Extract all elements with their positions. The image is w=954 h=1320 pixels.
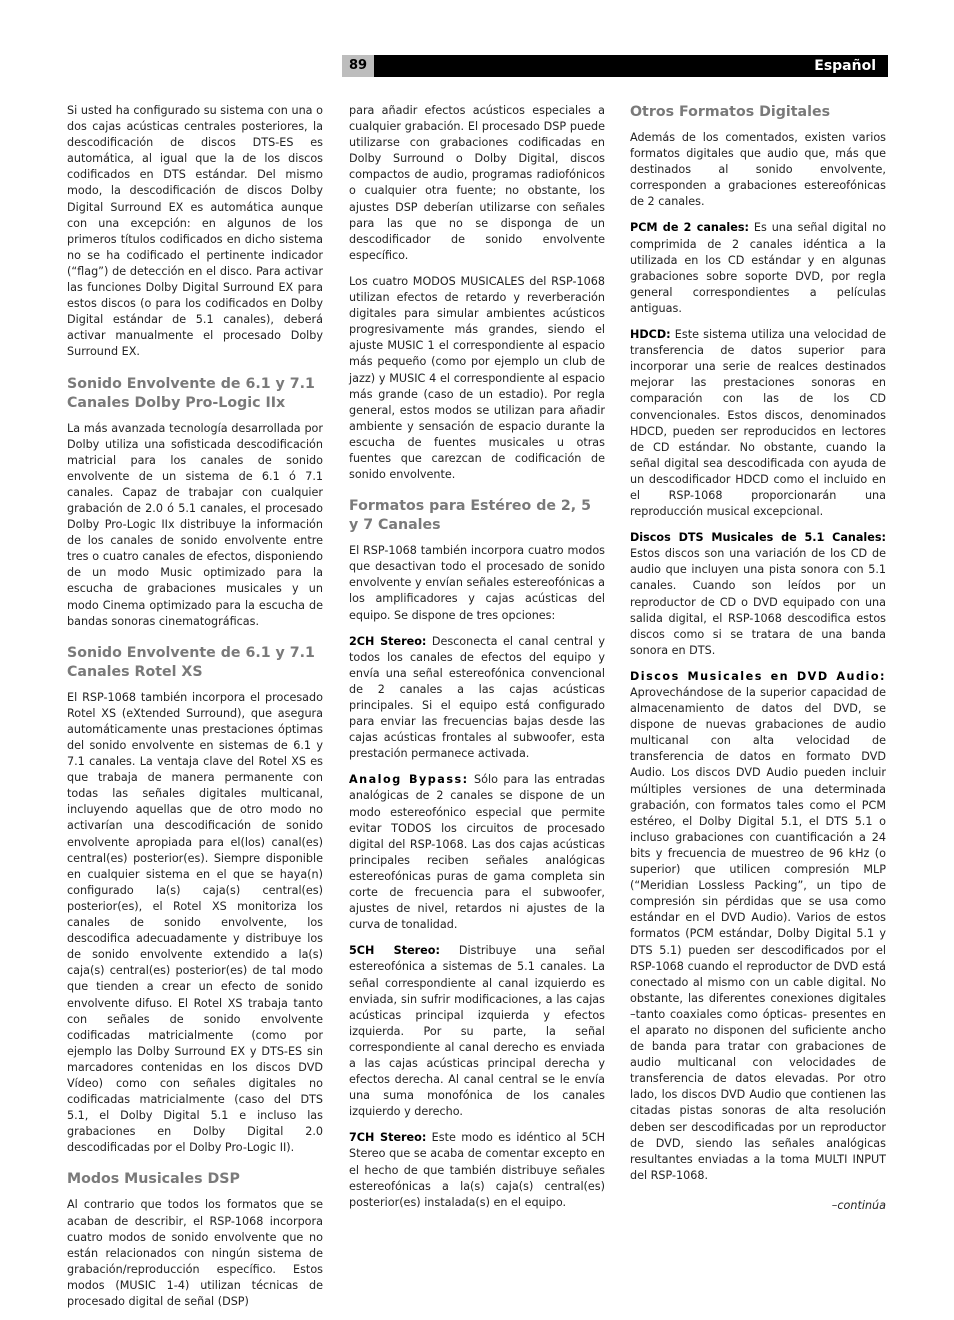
term-text: Es una señal digital no comprimida de 2 canales idéntica a la utilizada en los CD estándar y en algunas grabaciones sobre soporte DVD, por regla general correspondientes a películas antiguas. bbox=[630, 221, 887, 315]
paragraph: Al contrario que todos los formatos que se acaban de describir, el RSP-1068 incorpora cuatro modos de sonido envolvente que no están relacionados con ningún sistema de grabación/reproducción específico. Estos modos (MUSIC 1-4) utilizan técnicas de procesado digital de señal (DSP) bbox=[67, 1198, 323, 1308]
paragraph: para añadir efectos acústicos especiales a cualquier grabación. El procesado DSP puede utilizarse con grabaciones codificadas en Dolby Surround o Dolby Digital, discos compactos de audio, programas radiofónicos o cualquier otra fuente; no obstante, los ajustes DSP deberían utilizarse con señales para las que no se disponga de un descodificador de sonido envolvente específico. bbox=[349, 104, 605, 262]
term-label: 7CH Stereo: bbox=[349, 1131, 427, 1145]
section-heading: Otros Formatos Digitales bbox=[630, 104, 831, 120]
column-2 bbox=[349, 103, 605, 1221]
paragraph bbox=[630, 530, 886, 659]
paragraph bbox=[349, 772, 605, 933]
term-text: Distribuye una señal estereofónica a sistemas de 5.1 canales. La señal correspondiente al canal izquierdo es enviada, sin sufrir modificaciones, a las cajas acústicas principal izquierda y efectos izquierda. Por su parte, la señal correspondiente al canal derecho es enviada a las cajas acústicas principal derecha y efectos derecha. Al canal central se le envía una suma monofónica de los canales izquierdo y derecho. bbox=[349, 944, 605, 1119]
language-label: Español bbox=[814, 58, 876, 74]
section-heading: Formatos para Estéreo de 2, 5 y 7 Canales bbox=[349, 498, 592, 534]
paragraph: Si usted ha configurado su sistema con una o dos cajas acústicas centrales posteriores, la descodificación de discos DTS-ES es automática, al igual que la de los discos codificados en DTS estándar. Del mismo modo, la descodificación de discos Dolby Digital Surround EX es automática aunque con una excepción: en algunos de los primeros títulos codificados en dicho sistema no se ha codificado el pertinente indicador (“flag”) de detección en el disco. Para activar las funciones Dolby Digital Surround EX para estos discos (o para los codificados en Dolby Digital estándar de 5.1 canales), deberá activar manualmente el procesado Dolby Surround EX. bbox=[67, 104, 323, 359]
term-label: HDCD: bbox=[630, 328, 671, 342]
term-text: Aprovechándose de la superior capacidad de almacenamiento de datos del DVD, se dispone de nuevas grabaciones de audio multicanal con alta velocidad de transferencia de datos en formato DVD Audio. Los discos DVD Audio pueden incluir múltiples versiones de una determinada grabación, con formatos tales como el PCM estéreo, el Dolby Digital 5.1, el DTS 5.1 o incluso grabaciones con cuantificación a 24 bits y frecuencia de muestreo de 96 kHz (o superior) que utilicen compresión MLP (“Meridian Lossless Packing”, un tipo de compresión sin pérdidas que se usa como estándar en el DVD Audio). Varios de estos formatos (PCM estándar, Dolby Digital 5.1 y DTS 5.1) pueden ser descodificados por el RSP-1068 cuando el reproductor de DVD está conectado al mismo con un cable digital. No obstante, las diferentes conexiones digitales –tanto coaxiales como ópticas- presentes en el aparato no disponen del suficiente ancho de banda para tratar con grabaciones de audio multicanal con velocidades de transferencia de datos elevadas. Por otro lado, los discos DVD Audio que contienen las citadas pistas sonoras de alta resolución deben ser descodificadas por un reproductor de DVD, siendo las señales analógicas resultantes enviadas a la toma MULTI INPUT del RSP-1068. bbox=[630, 686, 886, 1182]
page-number: 89 bbox=[342, 55, 374, 77]
paragraph: El RSP-1068 también incorpora el procesado Rotel XS (eXtended Surround), que asegura automáticamente unas prestaciones óptimas del sonido envolvente en sistemas de 6.1 y 7.1 canales. La ventaja clave del Rotel XS es que trabaja de manera permanente con todas las señales digitales multicanal, incluyendo aquellas que de otro modo no activarían una descodificación de sonido envolvente apropiada para el(los) canal(es) central(es) posterior(es). Siempre disponible en cualquier sistema en el que se haya(n) configurado la(s) caja(s) central(es) posterior(es), el Rotel XS monitoriza los canales de sonido envolvente, los descodifica adecuadamente y distribuye los de sonido envolvente extendido a la(s) caja(s) central(es) posterior(es) de tal modo que tienden a crear un efecto de sonido envolvente difuso. El Rotel XS trabaja tanto con señales de sonido envolvente codificadas matricialmente (como por ejemplo las Dolby Surround EX y DTS-ES sin marcadores contenidas en los discos DVD Vídeo) como con señales digitales no codificadas matricialmente (caso del DTS 5.1, el Dolby Digital 5.1 e incluso las grabaciones en Dolby Digital 2.0 descodificadas por el Dolby Pro-Logic II). bbox=[67, 690, 323, 1155]
paragraph: El RSP-1068 también incorpora cuatro modos que desactivan todo el procesado de sonido envolvente y envían señales estereofónicas a los amplificadores y cajas acústicas del equipo. Se dispone de tres opciones: bbox=[349, 544, 605, 622]
paragraph: Los cuatro MODOS MUSICALES del RSP-1068 utilizan efectos de retardo y reverberación digitales para simular ambientes acústicos progresivamente más grandes, siendo el ajuste MUSIC 1 el correspondiente al espacio más pequeño (como por ejemplo un club de jazz) y MUSIC 4 el correspondiente al espacio más grande (caso de un estadio). Por regla general, estos modos se utilizan para añadir ambiente y sensación de espacio durante la escucha de fuentes musicales u otras fuentes que carezcan de codificación de sonido envolvente. bbox=[349, 274, 605, 482]
term-label: Discos Musicales en DVD Audio: bbox=[630, 669, 886, 683]
section-heading: Modos Musicales DSP bbox=[67, 1171, 240, 1188]
term-label: 2CH Stereo: bbox=[349, 634, 427, 648]
term-text: Estos discos son una variación de los CD de audio que incluyen una pista sonora con 5.1 canales. Cuando son leídos por un reproductor de CD o DVD equipado con una salida digital, el RSP-1068 descodifica estos discos como si se tratara de una banda sonora en DTS. bbox=[630, 547, 886, 657]
paragraph bbox=[630, 669, 886, 1184]
paragraph bbox=[349, 943, 605, 1120]
paragraph bbox=[630, 220, 886, 317]
term-label: Analog Bypass: bbox=[349, 773, 469, 787]
continued-note: –continúa bbox=[831, 1198, 886, 1212]
section-heading: Sonido Envolvente de 6.1 y 7.1 Canales Rotel XS bbox=[67, 644, 315, 680]
term-text: Sólo para las entradas analógicas de 2 canales se dispone de un modo estereofónico especial que permite evitar TODOS los circuitos de procesado digital del RSP-1068. Las dos cajas acústicas principales reciben señales analógicas estereofónicas puras de gama completa sin corte de frecuencia para el subwoofer, ajustes de nivel, retardos ni ajustes de la curva de tonalidad. bbox=[349, 773, 605, 932]
column-1 bbox=[67, 103, 323, 1320]
term-text: Este sistema utiliza una velocidad de transferencia de datos superior para incorporar una serie de realces destinados mejorar las prestaciones sonoras en comparación con las de los CD convencionales. Estos discos, denominados HDCD, pueden ser reproducidos en lectores de CD estándar. No obstante, cuando la señal digital sea descodificada con ayuda de un descodificador HDCD como el incluido en el RSP-1068 proporcionarán una reproducción musical excepcional. bbox=[630, 328, 886, 519]
term-text: Este modo es idéntico al 5CH Stereo que se acaba de comentar excepto en el hecho de que también distribuye señales estereofónicas a la(s) caja(s) central(es) posterior(es) instalada(s) en el equipo. bbox=[349, 1131, 605, 1209]
term-label: 5CH Stereo: bbox=[349, 944, 440, 958]
term-label: PCM de 2 canales: bbox=[630, 221, 749, 235]
paragraph bbox=[349, 634, 605, 763]
column-3 bbox=[630, 103, 886, 1224]
term-text: Desconecta el canal central y todos los canales de efectos del equipo y envía una señal estereofónica convencional de 2 canales a las cajas acústicas principales. Si el equipo está configurado para enviar las frecuencias bajas desde las cajas acústicas frontales al subwoofer, esta prestación permanece activada. bbox=[349, 634, 605, 761]
section-heading: Sonido Envolvente de 6.1 y 7.1 Canales Dolby Pro-Logic IIx bbox=[67, 375, 315, 411]
paragraph: La más avanzada tecnología desarrollada por Dolby utiliza una sofisticada descodificación matricial para los canales de sonido envolvente de un sistema de 6.1 ó 7.1 canales. Capaz de trabajar con cualquier grabación de 2.0 ó 5.1 canales, el procesado Dolby Pro-Logic IIx distribuye la información de los canales de sonido envolvente entre tres o cuatro canales de efectos, disponiendo de un modo Music optimizado para la escucha de grabaciones musicales y un modo Cinema optimizado para la escucha de bandas sonoras cinematográficas. bbox=[67, 421, 323, 628]
header-bar bbox=[342, 55, 888, 77]
paragraph bbox=[630, 327, 886, 520]
paragraph bbox=[349, 1130, 605, 1210]
term-label: Discos DTS Musicales de 5.1 Canales: bbox=[630, 531, 886, 545]
paragraph: Además de los comentados, existen varios formatos digitales que audio que, más que destinados al sonido envolvente, corresponden a grabaciones estereofónicas de 2 canales. bbox=[630, 131, 886, 209]
